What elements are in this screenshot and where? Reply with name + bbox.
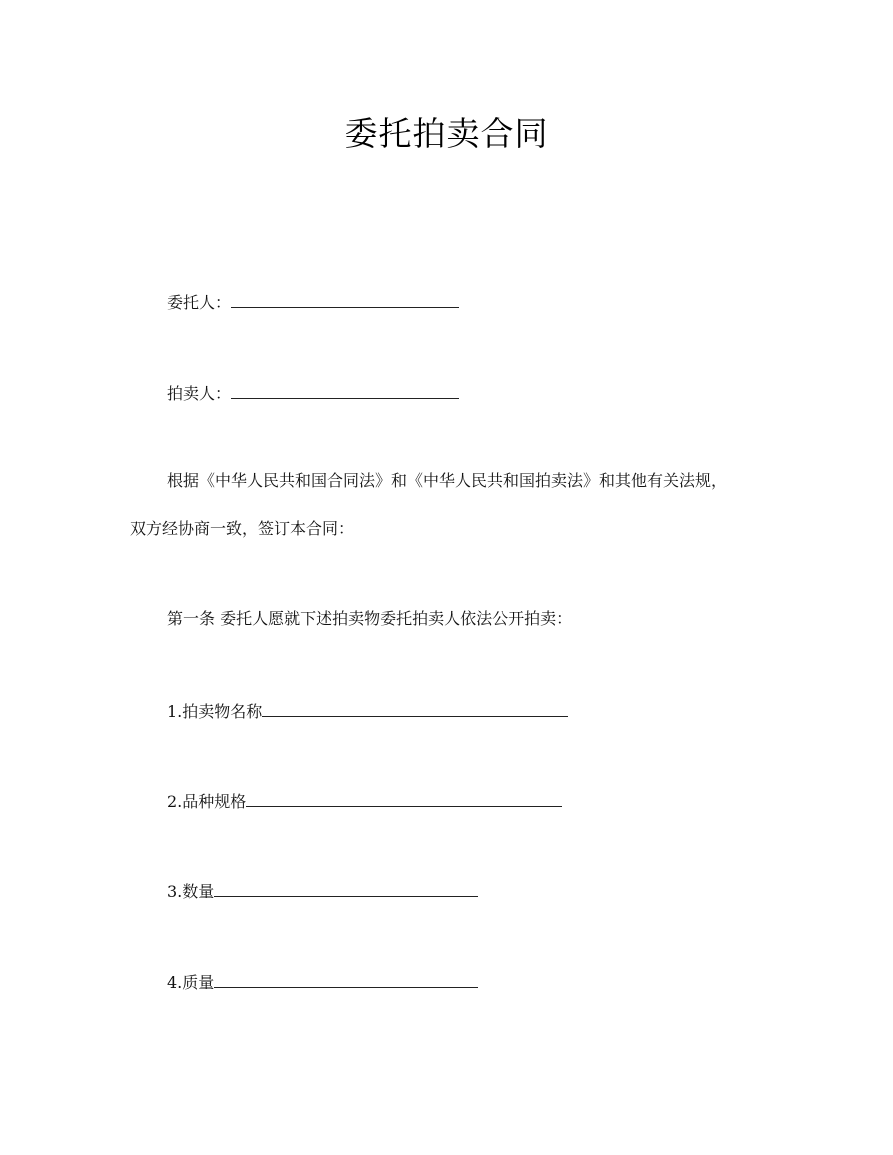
- preamble-line-1: 根据《中华人民共和国合同法》和《中华人民共和国拍卖法》和其他有关法规，: [167, 471, 728, 490]
- article-1-text: 第一条 委托人愿就下述拍卖物委托拍卖人依法公开拍卖：: [167, 609, 573, 628]
- item-line-name: [167, 700, 568, 722]
- preamble-line-2: 双方经协商一致，签订本合同：: [130, 519, 355, 538]
- auctioneer-label: 拍卖人：: [167, 384, 232, 403]
- auctioneer-line: [167, 382, 459, 404]
- item-blank: [214, 971, 478, 988]
- consignor-line: [167, 291, 459, 313]
- item-blank: [262, 700, 568, 717]
- document-title: 委托拍卖合同: [344, 114, 549, 153]
- item-label: 3.数量: [167, 882, 215, 901]
- consignor-blank: [231, 291, 459, 308]
- item-label: 4.质量: [167, 973, 215, 992]
- consignor-label: 委托人：: [167, 293, 232, 312]
- item-line-quantity: [167, 880, 478, 902]
- item-line-spec: [167, 790, 562, 812]
- auctioneer-blank: [231, 382, 459, 399]
- item-blank: [214, 880, 478, 897]
- item-line-quality: [167, 971, 478, 993]
- item-blank: [246, 790, 562, 807]
- item-label: 2.品种规格: [167, 792, 247, 811]
- item-label: 1.拍卖物名称: [167, 702, 263, 721]
